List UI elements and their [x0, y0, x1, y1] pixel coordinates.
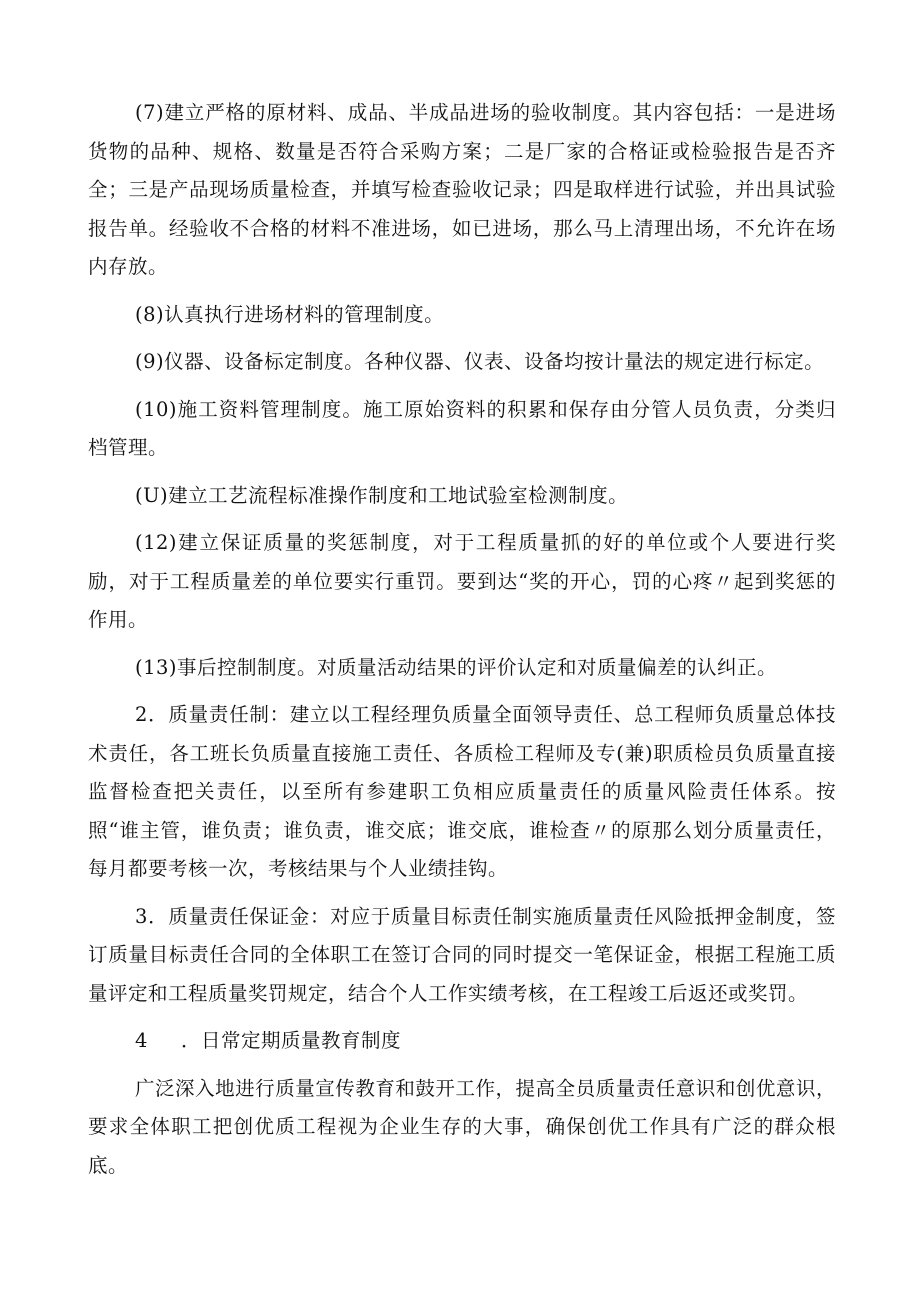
section-2-quality-responsibility: 2．质量责任制：建立以工程经理负质量全面领导责任、总工程师负质量总体技术责任，各工班长负质量直接施工责任、各质检工程师及专(兼)职质检员负质量直接监督检查把关责任，以至所有参建职工负相应质量责任的质量风险责任体系。按照“谁主管，谁负责；谁负责，谁交底；谁交底，谁检查〃的原那么划分质量责任，每月都要考核一次，考核结果与个人业绩挂钩。 [88, 703, 836, 880]
section-3-quality-deposit: 3．质量责任保证金：对应于质量目标责任制实施质量责任风险抵押金制度，签订质量目标责任合同的全体职工在签订合同的同时提交一笔保证金，根据工程施工质量评定和工程质量奖罚规定，结合个人工作实绩考核，在工程竣工后返还或奖罚。 [88, 904, 836, 1005]
paragraph-11: (U)建立工艺流程标准操作制度和工地试验室检测制度。 [135, 483, 629, 507]
section-4-title: ．日常定期质量教育制度 [181, 1029, 402, 1052]
closing-paragraph: 广泛深入地进行质量宣传教育和鼓开工作，提高全员质量责任意识和创优意识，要求全体职工把创优质工程视为企业生存的大事，确保创优工作具有广泛的群众根底。 [88, 1076, 836, 1177]
paragraph-12: (12)建立保证质量的奖惩制度，对于工程质量抓的好的单位或个人要进行奖励，对于工程质量差的单位要实行重罚。要到达“奖的开心，罚的心疼〃起到奖惩的作用。 [88, 531, 836, 631]
section-4-number: 4 [135, 1029, 148, 1052]
paragraph-8: (8)认真执行进场材料的管理制度。 [135, 302, 445, 326]
paragraph-13: (13)事后控制制度。对质量活动结果的评价认定和对质量偏差的认纠正。 [135, 655, 778, 679]
section-4-heading [88, 1022, 836, 1061]
document-body [88, 94, 836, 1194]
paragraph-10: (10)施工资料管理制度。施工原始资料的积累和保存由分管人员负责，分类归档管理。 [88, 397, 836, 459]
paragraph-9: (9)仪器、设备标定制度。各种仪器、仪表、设备均按计量法的规定进行标定。 [135, 350, 825, 373]
paragraph-7: (7)建立严格的原材料、成品、半成品进场的验收制度。其内容包括：一是进场货物的品种、规格、数量是否符合采购方案；二是厂家的合格证或检验报告是否齐全；三是产品现场质量检查，并填写检查验收记录；四是取样进行试验，并出具试验报告单。经验收不合格的材料不准进场，如已进场，那么马上清理出场，不允许在场内存放。 [88, 101, 836, 278]
